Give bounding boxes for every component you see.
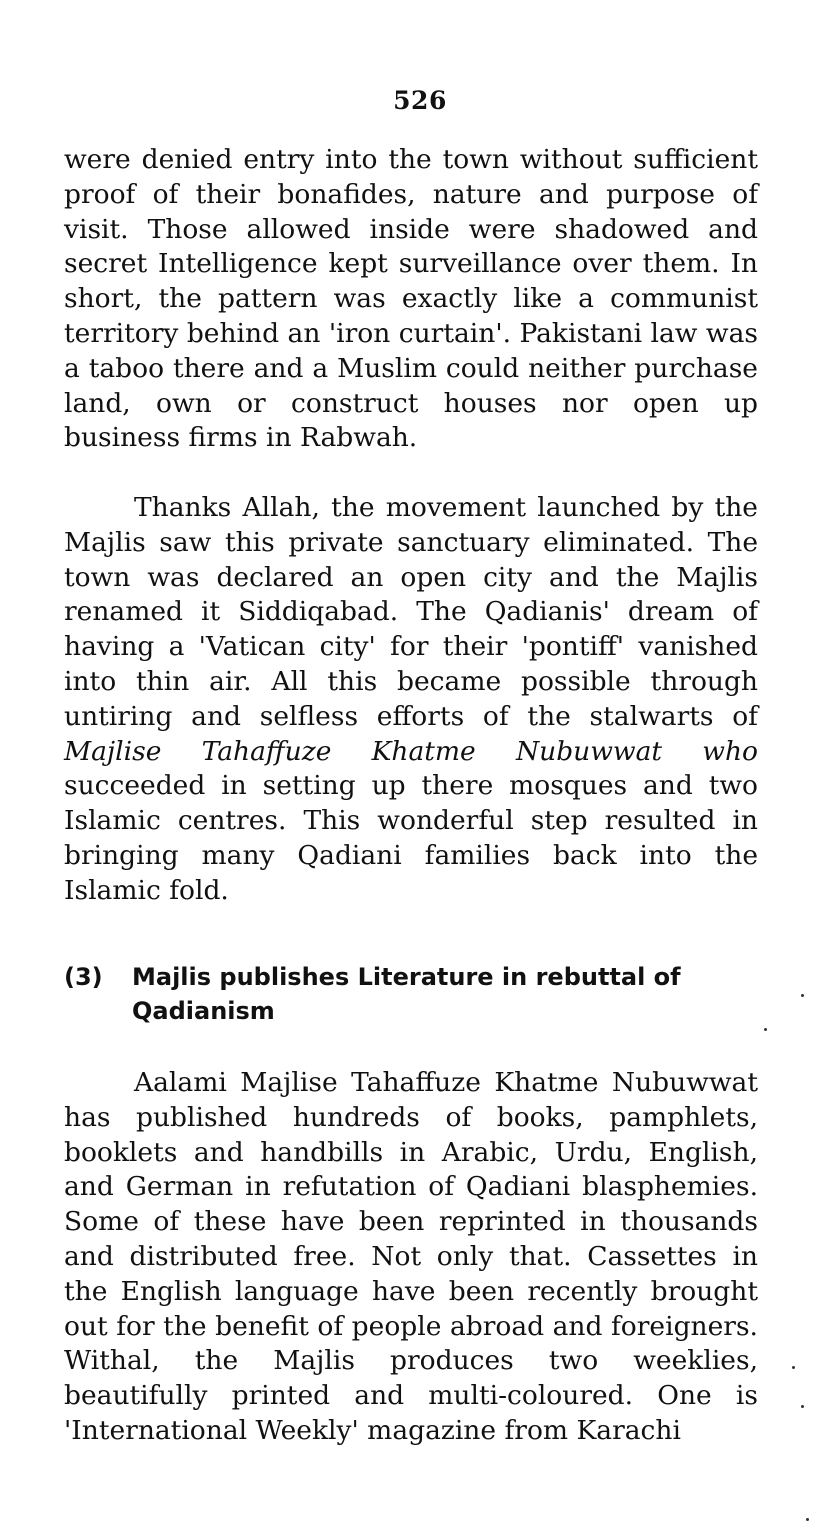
scan-speck: [764, 1028, 767, 1031]
scan-speck: [792, 1366, 795, 1369]
paragraph-text-end: succeeded in setting up there mosques and two Islamic centres. This wonderful step resulted in bringing many Qadiani families back into the Islamic fold.: [64, 770, 758, 906]
paragraph-text: Aalami Majlise Tahaffuze Khatme Nubuwwat has published hundreds of books, pamphlets, booklets and handbills in Arabic, Urdu, English, and German in refutation of Qadiani blasphemies. Some of these have been reprinted in thousands and distributed free. Not only that. Cassettes in the English language have been recently brought out for the benefit of people abroad and foreigners. Withal, the Majlis produces two weeklies, beautifully printed and multi-coloured. One is 'International Weekly' magazine from Karachi: [64, 1067, 758, 1446]
scan-speck: [806, 1518, 809, 1521]
section-heading: [64, 960, 764, 1028]
scan-speck: [801, 994, 804, 997]
paragraph-continuation: were denied entry into the town without sufficient proof of their bonafides, nature and purpose of visit. Those allowed inside were shadowed and secret Intelligence kept surveillance over them. In short, the pattern was exactly like a communist territory behind an 'iron curtain'. Pakistani law was a taboo there and a Muslim could neither purchase land, own or construct houses nor open up business firms in Rabwah.: [64, 144, 758, 454]
paragraph-text-start: Thanks Allah, the movement launched by the Majlis saw this private sanctuary eliminated. The town was declared an open city and the Majlis renamed it Siddiqabad. The Qadianis' dream of having a 'Vatican city' for their 'pontiff' vanished into thin air. All this became possible through untiring and selfless efforts of the stalwarts of: [64, 492, 758, 732]
organization-name-italic: Majlise Tahaffuze Khatme Nubuwwat who: [64, 735, 758, 767]
scan-speck: [801, 1405, 804, 1408]
paragraph-literature: [64, 1066, 758, 1449]
section-number: (3): [64, 963, 103, 991]
page-number: 526: [393, 86, 447, 115]
paragraph-rabwah-sanctuary: [64, 491, 758, 909]
section-title: Majlis publishes Literature in rebuttal of Qadianism: [132, 963, 681, 1025]
